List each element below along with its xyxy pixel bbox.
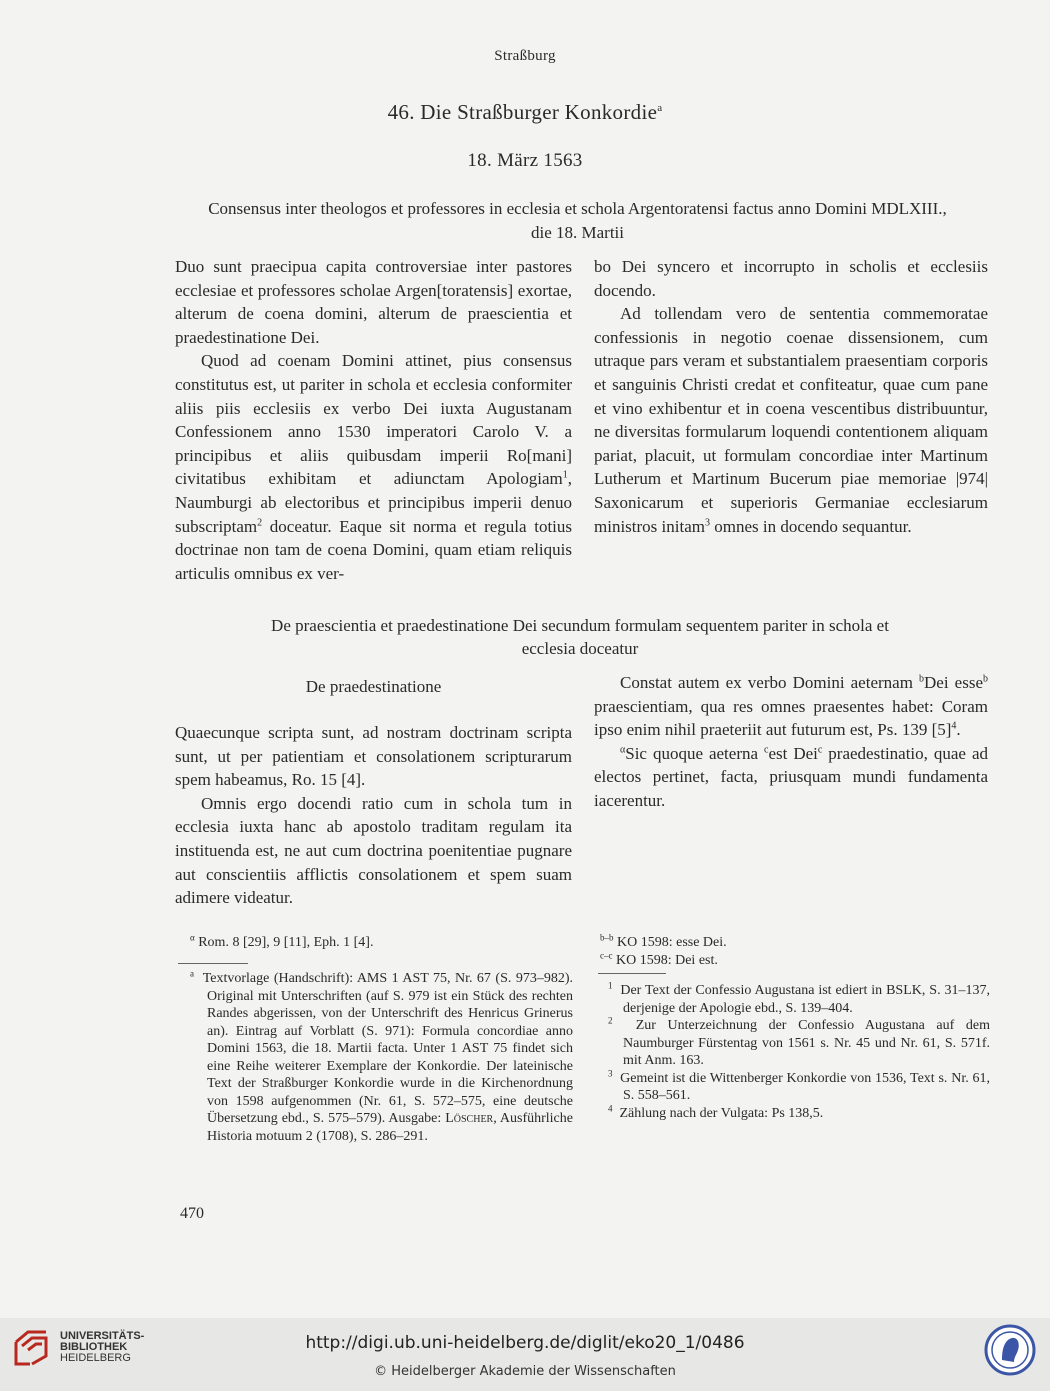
copyright-notice: © Heidelberger Akademie der Wissenschaften xyxy=(374,1364,676,1379)
text-run: Ad tollendam vero de sententia commemoratae confessionis in negotio coenae dissensionem, cum utraque pars veram et substantialem praesentiam corporis et sanguinis Christi credat et confiteatur, quae cum pane et vino exhibentur et in coena vescentibus distribuuntur, ne diversitas formularum loquendi contentionem aliquam pariat, placuit, ut formulam concordiae inter Martinum Lutherum et Martinum Bucerum piae memoriae |974| Saxonicarum et superioris Germaniae ecclesiarum ministros initam xyxy=(594,304,988,536)
footnotes-numbered xyxy=(608,982,990,1122)
footnote-mark: a xyxy=(190,968,194,979)
logo-text-line: UNIVERSITÄTS- xyxy=(60,1330,145,1342)
right-column-upper xyxy=(594,255,988,538)
footnote-text: Der Text der Confessio Augustana ist ediert in BSLK, S. 31–137, derjenige der Apologie ebd., S. 139–404. xyxy=(620,983,990,1016)
paragraph xyxy=(175,349,572,585)
apparatus-ref: c xyxy=(817,744,823,756)
title-text: 46. Die Straßburger Konkordie xyxy=(387,100,658,124)
footnote-text: Zählung nach der Vulgata: Ps 138,5. xyxy=(619,1105,824,1121)
footnote-text: Zur Unterzeichnung der Confessio Augustana auf dem Naumburger Fürstentag von 1561 s. Nr. 45 und Nr. 61, S. 571f. mit Anm. 163. xyxy=(623,1018,990,1068)
running-head: Straßburg xyxy=(494,48,556,64)
footnote xyxy=(608,982,990,1017)
footnote-mark: b–b xyxy=(600,932,614,943)
footnote xyxy=(608,1017,990,1070)
text-run: Constat autem ex verbo Domini aeternam xyxy=(620,673,920,692)
footnote-text: , Ausführliche Historia motuum 2 (1708), S. 286–291. xyxy=(207,1111,573,1144)
footnote xyxy=(608,1067,990,1105)
text-run: , Naumburgi ab electoribus et principibus imperii denuo subscriptam xyxy=(175,469,572,536)
apparatus-entry xyxy=(600,934,990,952)
footnote-text: KO 1598: esse Dei. xyxy=(617,935,727,950)
footnote xyxy=(190,970,573,1145)
text-run: . xyxy=(956,720,961,740)
right-column-lower xyxy=(594,671,988,813)
paragraph xyxy=(594,302,988,538)
footnote xyxy=(608,1102,990,1123)
text-run: Dei esse xyxy=(924,673,983,692)
subsection-heading: De praedestinatione xyxy=(305,677,442,696)
document-date: 18. März 1563 xyxy=(467,150,583,171)
text-run: omnes in docendo sequantur. xyxy=(709,516,912,536)
paragraph xyxy=(594,671,988,742)
title-footnote-mark: a xyxy=(657,102,663,114)
logo-text-line: HEIDELBERG xyxy=(60,1352,131,1364)
footnote-ref: 2 xyxy=(257,516,263,528)
section-heading: De praescientia et praedestinatione Dei secundum formulam sequentem pariter in schola et ecclesia doceatur xyxy=(271,616,889,658)
document-title xyxy=(0,100,1050,125)
permalink-url[interactable]: http://digi.ub.uni-heidelberg.de/diglit/eko20_1/0486 xyxy=(305,1333,745,1353)
footnote-text: Textvorlage (Handschrift): AMS 1 AST 75, Nr. 67 (S. 973–982). Original mit Unterschriften (auf S. 979 ist ein Stück des rechten Randes abgerissen, von der Unterschrift des Henricus Grinerus an). Eintrag auf Vorblatt (S. 971): Formula concordiae anno Domini 1563, die 18. Martii facta. Unter 1 AST 75 findet sich eine Reihe weiterer Exemplare der Konkordie. Der lateinische Text der Straßburger Konkordie wurde in die Kirchenordnung von 1598 aufgenommen (Nr. 61, S. 572–575, eine deutsche Übersetzung ebd., S. 575–579). Ausgabe: xyxy=(202,971,573,1126)
footnote-mark: c–c xyxy=(600,949,613,960)
page-number: 470 xyxy=(180,1205,204,1222)
left-column-lower xyxy=(175,721,572,910)
footnote-text: Gemeint ist die Wittenberger Konkordie von 1536, Text s. Nr. 61, S. 558–561. xyxy=(620,1070,990,1103)
apparatus-notes xyxy=(600,934,990,969)
author-name: Löscher xyxy=(445,1111,494,1126)
paragraph: Quaecunque scripta sunt, ad nostram doctrinam scripta sunt, ut per patientiam et consolationem scripturarum spem habeamus, Ro. 15 [4]. xyxy=(175,723,572,790)
logo-text-line: BIBLIOTHEK xyxy=(60,1341,128,1353)
apparatus-ref: b xyxy=(919,673,925,685)
text-run: Quod ad coenam Domini attinet, pius consensus constitutus est, ut pariter in schola et ecclesia conformiter aliis piis ecclesiis ex verbo Dei iuxta Augustanam Confessionem anno 1530 imperatori Carolo V. a principibus et aliis quibusdam imperii Ro[mani] civitatibus exhibitam et adiunctam Apologiam xyxy=(175,351,572,489)
footnote-mark: α xyxy=(190,932,195,943)
footnote-text: Rom. 8 [29], 9 [11], Eph. 1 [4]. xyxy=(198,935,374,950)
paragraph: Omnis ergo docendi ratio cum in schola tum in ecclesia iuxta hanc ab apostolo traditam regulam ita instituenda est, ne aut cum doctrina poenitentiae pugnare aut conscientiis afflictis consolationem et spem suam adimere videatur. xyxy=(175,793,572,908)
document-subheading: Consensus inter theologos et professores in ecclesia et schola Argentoratensi factus anno Domini MDLXIII., die 18. Martii xyxy=(208,199,947,242)
paragraph xyxy=(594,742,988,813)
paragraph: bo Dei syncero et incorrupto in scholis et ecclesiis docendo. xyxy=(594,257,988,300)
academy-seal-icon[interactable] xyxy=(984,1324,1036,1376)
text-run: doceatur. Eaque sit norma et regula totius doctrinae non tam de coena Domini, quam etiam reliquis articulis omnibus ex ver- xyxy=(175,516,572,583)
footnote-ref: 4 xyxy=(951,720,957,732)
footnote-ref: 3 xyxy=(704,516,710,528)
viewer-footer xyxy=(0,1318,1050,1391)
text-run: praedestinatio, quae ad electos pertinet, facta, priusquam mundi fundamenta iacerentur. xyxy=(594,743,988,810)
footnote-mark: 4 xyxy=(608,1102,613,1113)
text-run: est Dei xyxy=(768,743,818,763)
text-run: praescientiam, qua res omnes praesentes habet: Coram ipso enim nihil praeteriit aut futurum est, Ps. 139 [5] xyxy=(594,696,988,740)
apparatus-entry xyxy=(600,949,990,970)
footnote-text: KO 1598: Dei est. xyxy=(616,952,718,968)
footnote-divider xyxy=(598,973,666,974)
footnote-alpha xyxy=(190,934,570,952)
text-run: Sic quoque aeterna xyxy=(625,743,765,763)
apparatus-ref: b xyxy=(983,673,988,685)
footnote-divider xyxy=(178,963,248,964)
footnote-ref: 1 xyxy=(562,469,568,481)
apparatus-ref: c xyxy=(764,744,769,756)
left-column-upper xyxy=(175,255,572,585)
footnote-a xyxy=(190,970,573,1145)
footnote-mark: 2 xyxy=(608,1015,613,1026)
footnote-mark: 1 xyxy=(608,980,613,991)
apparatus-ref: α xyxy=(620,744,626,756)
footnote-mark: 3 xyxy=(608,1067,613,1078)
paragraph: Duo sunt praecipua capita controversiae inter pastores ecclesiae et professores scholae Argen[toratensis] exortae, alterum de coena domini, alterum de praescientia et praedestinatione Dei. xyxy=(175,257,572,347)
